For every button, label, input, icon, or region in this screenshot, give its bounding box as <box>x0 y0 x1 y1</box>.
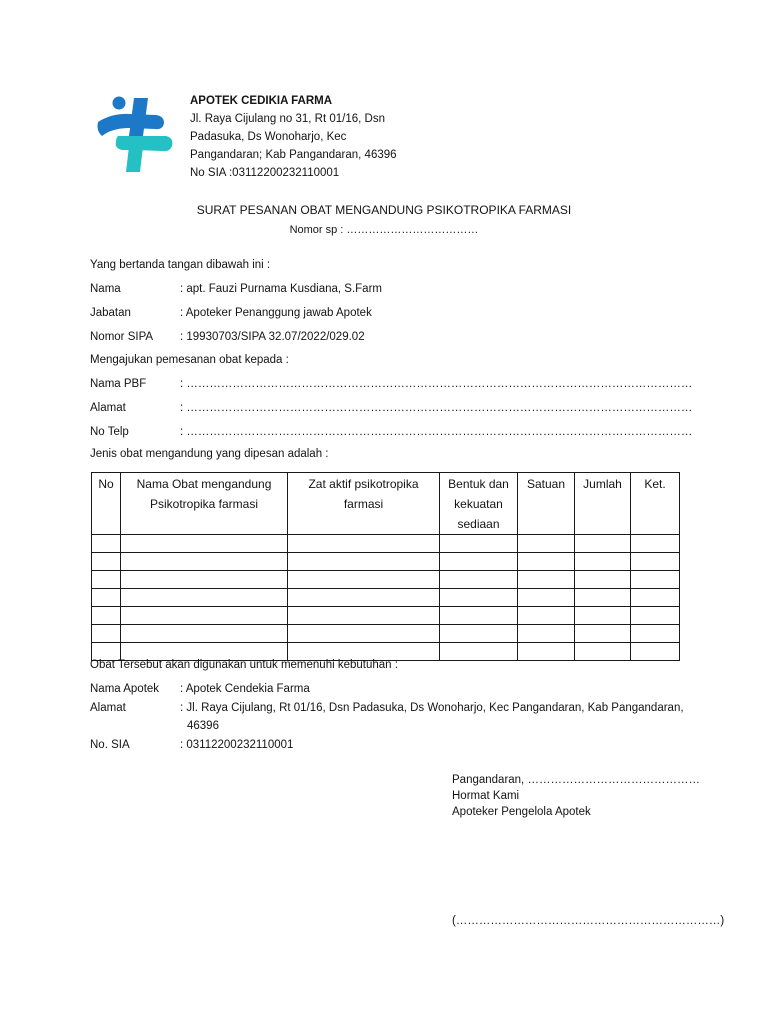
pharmacy-sia-number: No SIA :03112200232110001 <box>190 167 340 179</box>
table-cell[interactable] <box>518 607 575 625</box>
table-cell[interactable] <box>631 643 680 661</box>
supplier-intro: Mengajukan pemesanan obat kepada : <box>90 354 289 366</box>
usage-address-value: : Jl. Raya Cijulang, Rt 01/16, Dsn Padasuka, Ds Wonoharjo, Kec Pangandaran, Kab Pangandaran, <box>180 702 684 714</box>
table-cell[interactable] <box>518 643 575 661</box>
table-cell[interactable] <box>92 625 121 643</box>
column-header-drug-name: Nama Obat mengandung Psikotropika farmasi <box>121 473 288 535</box>
document-title: SURAT PESANAN OBAT MENGANDUNG PSIKOTROPIKA FARMASI <box>196 203 572 217</box>
table-row <box>92 535 680 553</box>
table-cell[interactable] <box>288 643 440 661</box>
table-cell[interactable] <box>92 607 121 625</box>
signature-place-date: Pangandaran, ……………………………………… <box>452 774 700 786</box>
table-cell[interactable] <box>575 571 631 589</box>
column-header-unit: Satuan <box>518 473 575 535</box>
table-cell[interactable] <box>92 589 121 607</box>
table-cell[interactable] <box>518 589 575 607</box>
signer-intro: Yang bertanda tangan dibawah ini : <box>90 259 271 271</box>
document-number: Nomor sp : ……………………………… <box>289 224 479 236</box>
table-cell[interactable] <box>92 643 121 661</box>
table-cell[interactable] <box>518 571 575 589</box>
column-header-dosage-form: Bentuk dan kekuatan sediaan <box>440 473 518 535</box>
table-cell[interactable] <box>288 625 440 643</box>
usage-pharmacy-value: : Apotek Cendekia Farma <box>180 683 310 695</box>
table-cell[interactable] <box>575 607 631 625</box>
pharmacy-logo-icon <box>94 92 178 176</box>
column-header-quantity: Jumlah <box>575 473 631 535</box>
signature-name-line[interactable]: (……………………………………………………………) <box>452 915 725 927</box>
table-row <box>92 607 680 625</box>
table-cell[interactable] <box>121 571 288 589</box>
table-cell[interactable] <box>440 553 518 571</box>
signer-sipa-value: : 19930703/SIPA 32.07/2022/029.02 <box>180 331 365 343</box>
table-cell[interactable] <box>631 625 680 643</box>
table-cell[interactable] <box>631 535 680 553</box>
table-cell[interactable] <box>440 571 518 589</box>
signer-name-value: : apt. Fauzi Purnama Kusdiana, S.Farm <box>180 283 382 295</box>
signer-position-value: : Apoteker Penanggung jawab Apotek <box>180 307 372 319</box>
table-row <box>92 643 680 661</box>
table-cell[interactable] <box>92 535 121 553</box>
table-cell[interactable] <box>288 553 440 571</box>
table-row <box>92 571 680 589</box>
supplier-address-field[interactable]: : …………………………………………………………………………………………………………………… <box>180 402 693 414</box>
table-cell[interactable] <box>288 535 440 553</box>
order-table <box>91 472 680 661</box>
supplier-phone-field[interactable]: : …………………………………………………………………………………………………………………… <box>180 426 693 438</box>
supplier-address-label: Alamat <box>90 402 126 414</box>
table-cell[interactable] <box>575 553 631 571</box>
table-cell[interactable] <box>440 607 518 625</box>
table-cell[interactable] <box>440 589 518 607</box>
usage-intro: Obat Tersebut akan digunakan untuk memenuhi kebutuhan : <box>90 659 398 671</box>
supplier-pbf-field[interactable]: : …………………………………………………………………………………………………………………… <box>180 378 693 390</box>
table-cell[interactable] <box>121 643 288 661</box>
table-cell[interactable] <box>121 535 288 553</box>
table-cell[interactable] <box>575 643 631 661</box>
column-header-no: No <box>92 473 121 535</box>
table-cell[interactable] <box>631 553 680 571</box>
table-row <box>92 589 680 607</box>
table-cell[interactable] <box>575 589 631 607</box>
table-cell[interactable] <box>288 607 440 625</box>
table-cell[interactable] <box>518 625 575 643</box>
signer-name-label: Nama <box>90 283 121 295</box>
usage-sia-label: No. SIA <box>90 739 130 751</box>
table-cell[interactable] <box>575 535 631 553</box>
table-cell[interactable] <box>631 571 680 589</box>
pharmacy-name: APOTEK CEDIKIA FARMA <box>190 95 333 107</box>
table-cell[interactable] <box>631 607 680 625</box>
pharmacy-address-line-2: Padasuka, Ds Wonoharjo, Kec <box>190 131 347 143</box>
table-cell[interactable] <box>440 625 518 643</box>
signer-sipa-label: Nomor SIPA <box>90 331 154 343</box>
order-intro: Jenis obat mengandung yang dipesan adalah : <box>90 448 329 460</box>
table-cell[interactable] <box>518 535 575 553</box>
table-row <box>92 625 680 643</box>
supplier-phone-label: No Telp <box>90 426 129 438</box>
table-cell[interactable] <box>631 589 680 607</box>
table-cell[interactable] <box>575 625 631 643</box>
table-cell[interactable] <box>288 571 440 589</box>
table-cell[interactable] <box>92 571 121 589</box>
table-cell[interactable] <box>121 607 288 625</box>
table-cell[interactable] <box>518 553 575 571</box>
table-cell[interactable] <box>440 643 518 661</box>
table-cell[interactable] <box>121 589 288 607</box>
table-cell[interactable] <box>92 553 121 571</box>
signer-position-label: Jabatan <box>90 307 131 319</box>
usage-address-postcode: 46396 <box>187 720 219 732</box>
table-cell[interactable] <box>121 553 288 571</box>
usage-address-label: Alamat <box>90 702 126 714</box>
table-row <box>92 553 680 571</box>
signature-closing: Hormat Kami <box>452 790 520 802</box>
column-header-active-substance: Zat aktif psikotropika farmasi <box>288 473 440 535</box>
table-cell[interactable] <box>121 625 288 643</box>
table-cell[interactable] <box>440 535 518 553</box>
column-header-notes: Ket. <box>631 473 680 535</box>
pharmacy-address-line-1: Jl. Raya Cijulang no 31, Rt 01/16, Dsn <box>190 113 385 125</box>
supplier-pbf-label: Nama PBF <box>90 378 147 390</box>
signature-role: Apoteker Pengelola Apotek <box>452 806 591 818</box>
table-cell[interactable] <box>288 589 440 607</box>
pharmacy-address-line-3: Pangandaran; Kab Pangandaran, 46396 <box>190 149 397 161</box>
usage-pharmacy-label: Nama Apotek <box>90 683 160 695</box>
table-header-row <box>92 473 680 535</box>
usage-sia-value: : 03112200232110001 <box>180 739 294 751</box>
